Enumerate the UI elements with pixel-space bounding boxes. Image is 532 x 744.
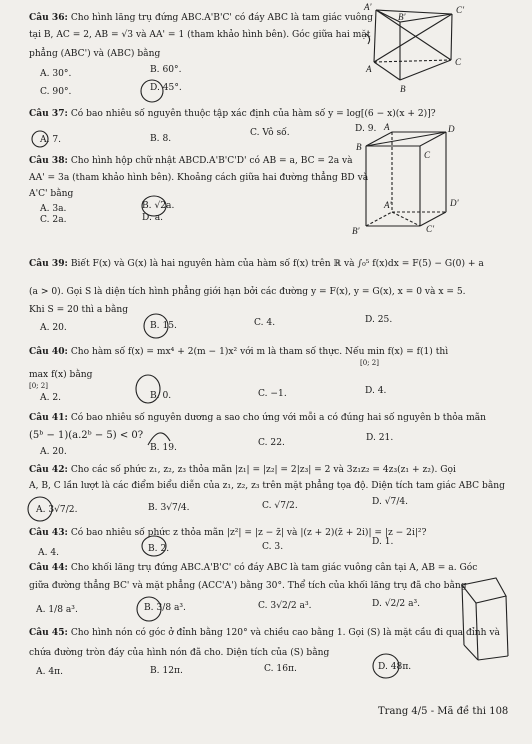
q41-line2: (5ᵇ − 1)(a.2ᵇ − 5) < 0? — [29, 430, 144, 441]
q45-option-c: C. 16π. — [264, 664, 297, 674]
q42-line2: A, B, C lần lượt là các điểm biểu diễn của z₁, z₂, z₃ trên mặt phẳng tọa độ. Diện tích tam giác ABC bằng — [29, 481, 505, 491]
q36-line3: phẳng (ABC') và (ABC) bằng — [29, 49, 161, 59]
q39-option-b: B. 15. — [150, 321, 177, 331]
q44-option-c: C. 3√2/2 a³. — [258, 601, 312, 611]
q41-option-a: A. 20. — [40, 447, 67, 457]
q45-line2: chứa đường tròn đáy của hình nón đã cho. Diện tích của (S) bằng — [29, 648, 330, 658]
q38-option-a: A. 3a. — [40, 204, 67, 214]
q38-circle-mark — [142, 196, 166, 216]
q45-option-b: B. 12π. — [150, 666, 183, 676]
q36-option-c: C. 90°. — [40, 87, 72, 97]
q38-label: Câu 38: — [29, 155, 68, 166]
q44-line2: giữa đường thẳng BC' và mặt phẳng (ACC'A') bằng 30°. Thể tích của khối lăng trụ đã cho bằng — [29, 581, 467, 591]
q37-option-b: B. 8. — [150, 134, 172, 144]
q37-circle-mark — [32, 131, 48, 147]
q41-text1: Có bao nhiêu số nguyên dương a sao cho ứng với mỗi a có đúng hai số nguyên b thỏa mãn — [70, 413, 486, 423]
q38-fig-label-d: D — [448, 124, 455, 134]
q39-option-c: C. 4. — [254, 318, 276, 328]
q37-option-d: D. 9. — [355, 124, 377, 134]
q40-label: Câu 40: — [29, 346, 68, 357]
q38-fig-label-a: A — [384, 122, 390, 132]
q36-fig-label-a: A — [366, 64, 372, 74]
q39-circle-mark — [144, 314, 168, 338]
q37-option-c: C. Vô số. — [250, 128, 290, 138]
q45-option-a: A. 4π. — [36, 667, 64, 677]
q43-circle-mark — [142, 536, 166, 556]
q41-check-mark — [148, 433, 170, 445]
q37-text1: Có bao nhiêu số nguyên thuộc tập xác định của hàm số y = log[(6 − x)(x + 2)]? — [70, 109, 436, 119]
page-footer: Trang 4/5 - Mã đề thi 108 — [378, 706, 509, 717]
q40-option-a: A. 2. — [40, 393, 62, 403]
q45-option-d: D. 48π. — [378, 662, 412, 672]
q38-option-d: D. a. — [142, 213, 164, 223]
q40-min-subscript: [0; 2] — [360, 359, 379, 367]
q40-option-d: D. 4. — [365, 386, 387, 396]
q38-option-b: B. √2a. — [142, 201, 175, 211]
q39-option-a: A. 20. — [40, 323, 67, 333]
q36-fig-label-c: C — [455, 57, 462, 67]
q41-label: Câu 41: — [29, 412, 68, 423]
q36-option-a: A. 30°. — [40, 69, 72, 79]
q42-circle-mark — [28, 497, 52, 521]
q40-option-c: C. −1. — [258, 389, 287, 399]
q44-option-a: A. 1/8 a³. — [36, 605, 78, 615]
q40-circle-mark — [136, 375, 160, 403]
q39-text1: Biết F(x) và G(x) là hai nguyên hàm của hàm số f(x) trên ℝ và ∫₀⁵ f(x)dx = F(5) − G(0) + a — [70, 259, 484, 269]
q38-fig-label-b: B — [356, 142, 362, 152]
q43-text1: Có bao nhiêu số phức z thỏa mãn |z²| = |z − z̄| và |(z + 2)(z̄ + 2i)| = |z − 2i|²? — [70, 528, 427, 538]
q36-label: Câu 36: — [29, 12, 68, 23]
q41-option-b: B. 19. — [150, 443, 177, 453]
q38-option-c: C. 2a. — [40, 215, 67, 225]
q43-option-b: B. 2. — [148, 544, 170, 554]
q36-text1: Cho hình lăng trụ đứng ABC.A'B'C' có đáy ABC là tam giác vuông — [70, 13, 373, 23]
q38-fig-label-c: C — [424, 150, 431, 160]
q42-label: Câu 42: — [29, 464, 68, 475]
q41-option-d: D. 21. — [366, 433, 394, 443]
q43-label: Câu 43: — [29, 527, 68, 538]
q38-line2: AA' = 3a (tham khảo hình bên). Khoảng cách giữa hai đường thẳng BD và — [29, 173, 369, 183]
q38-fig-label-c-prime: C' — [426, 224, 435, 234]
q40-max-subscript: [0; 2] — [29, 382, 48, 390]
q40-option-b: B. 0. — [150, 391, 172, 401]
q42-text1: Cho các số phức z₁, z₂, z₃ thỏa mãn |z₁| = |z₂| = 2|z₃| = 2 và 3z₁z₂ = 4z₃(z₁ + z₂). Gọi — [70, 465, 456, 475]
q44-text1: Cho khối lăng trụ đứng ABC.A'B'C' có đáy ABC là tam giác vuông cân tại A, AB = a. Góc — [70, 563, 478, 573]
q45-text1: Cho hình nón có góc ở đỉnh bằng 120° và chiều cao bằng 1. Gọi (S) là mặt cầu đi qua đỉnh và — [70, 628, 500, 638]
q36-fig-label-b-prime: B' — [398, 12, 406, 22]
q38-fig-label-d-prime: D' — [450, 198, 459, 208]
q39-option-d: D. 25. — [365, 315, 393, 325]
q40-line2: max f(x) bằng — [29, 370, 93, 380]
q41-option-c: C. 22. — [258, 438, 285, 448]
q36-fig-label-b: B — [400, 84, 406, 94]
q44-label: Câu 44: — [29, 562, 68, 573]
q36-line2: tại B, AC = 2, AB = √3 và AA' = 1 (tham khảo hình bên). Góc giữa hai mặt — [29, 30, 371, 40]
q36-option-d: D. 45°. — [150, 83, 182, 93]
q36-fig-label-a-prime: A' — [364, 2, 372, 12]
q38-line3: A'C' bằng — [29, 189, 74, 199]
q36-circle-mark — [141, 80, 163, 102]
q43-option-d: D. 1. — [372, 537, 394, 547]
q39-label: Câu 39: — [29, 258, 68, 269]
q39-line2: (a > 0). Gọi S là diện tích hình phẳng giới hạn bởi các đường y = F(x), y = G(x), x = 0 và x = 5. — [29, 287, 466, 297]
q45-circle-mark — [373, 654, 399, 678]
q36-fig-label-c-prime: C' — [456, 5, 465, 15]
q38-text1: Cho hình hộp chữ nhật ABCD.A'B'C'D' có AB = a, BC = 2a và — [70, 156, 353, 166]
q38-fig-label-a-prime: A' — [384, 200, 392, 210]
q37-option-a: A. 7. — [40, 135, 62, 145]
q43-option-c: C. 3. — [262, 542, 284, 552]
q44-option-d: D. √2/2 a³. — [372, 599, 421, 609]
q42-option-d: D. √7/4. — [372, 497, 409, 507]
q36-option-b: B. 60°. — [150, 65, 182, 75]
q44-circle-mark — [137, 597, 161, 621]
q43-option-a: A. 4. — [38, 548, 60, 558]
q39-line3: Khi S = 20 thì a bằng — [29, 305, 129, 315]
q38-fig-label-b-prime: B' — [352, 226, 360, 236]
q37-label: Câu 37: — [29, 108, 68, 119]
q42-option-a: A. 3√7/2. — [36, 505, 78, 515]
q42-option-c: C. √7/2. — [262, 501, 298, 511]
q40-text1: Cho hàm số f(x) = mx⁴ + 2(m − 1)x² với m là tham số thực. Nếu min f(x) = f(1) thì — [70, 347, 449, 357]
q42-option-b: B. 3√7/4. — [148, 503, 190, 513]
q44-option-b: B. 3/8 a³. — [144, 603, 186, 613]
q45-label: Câu 45: — [29, 627, 68, 638]
